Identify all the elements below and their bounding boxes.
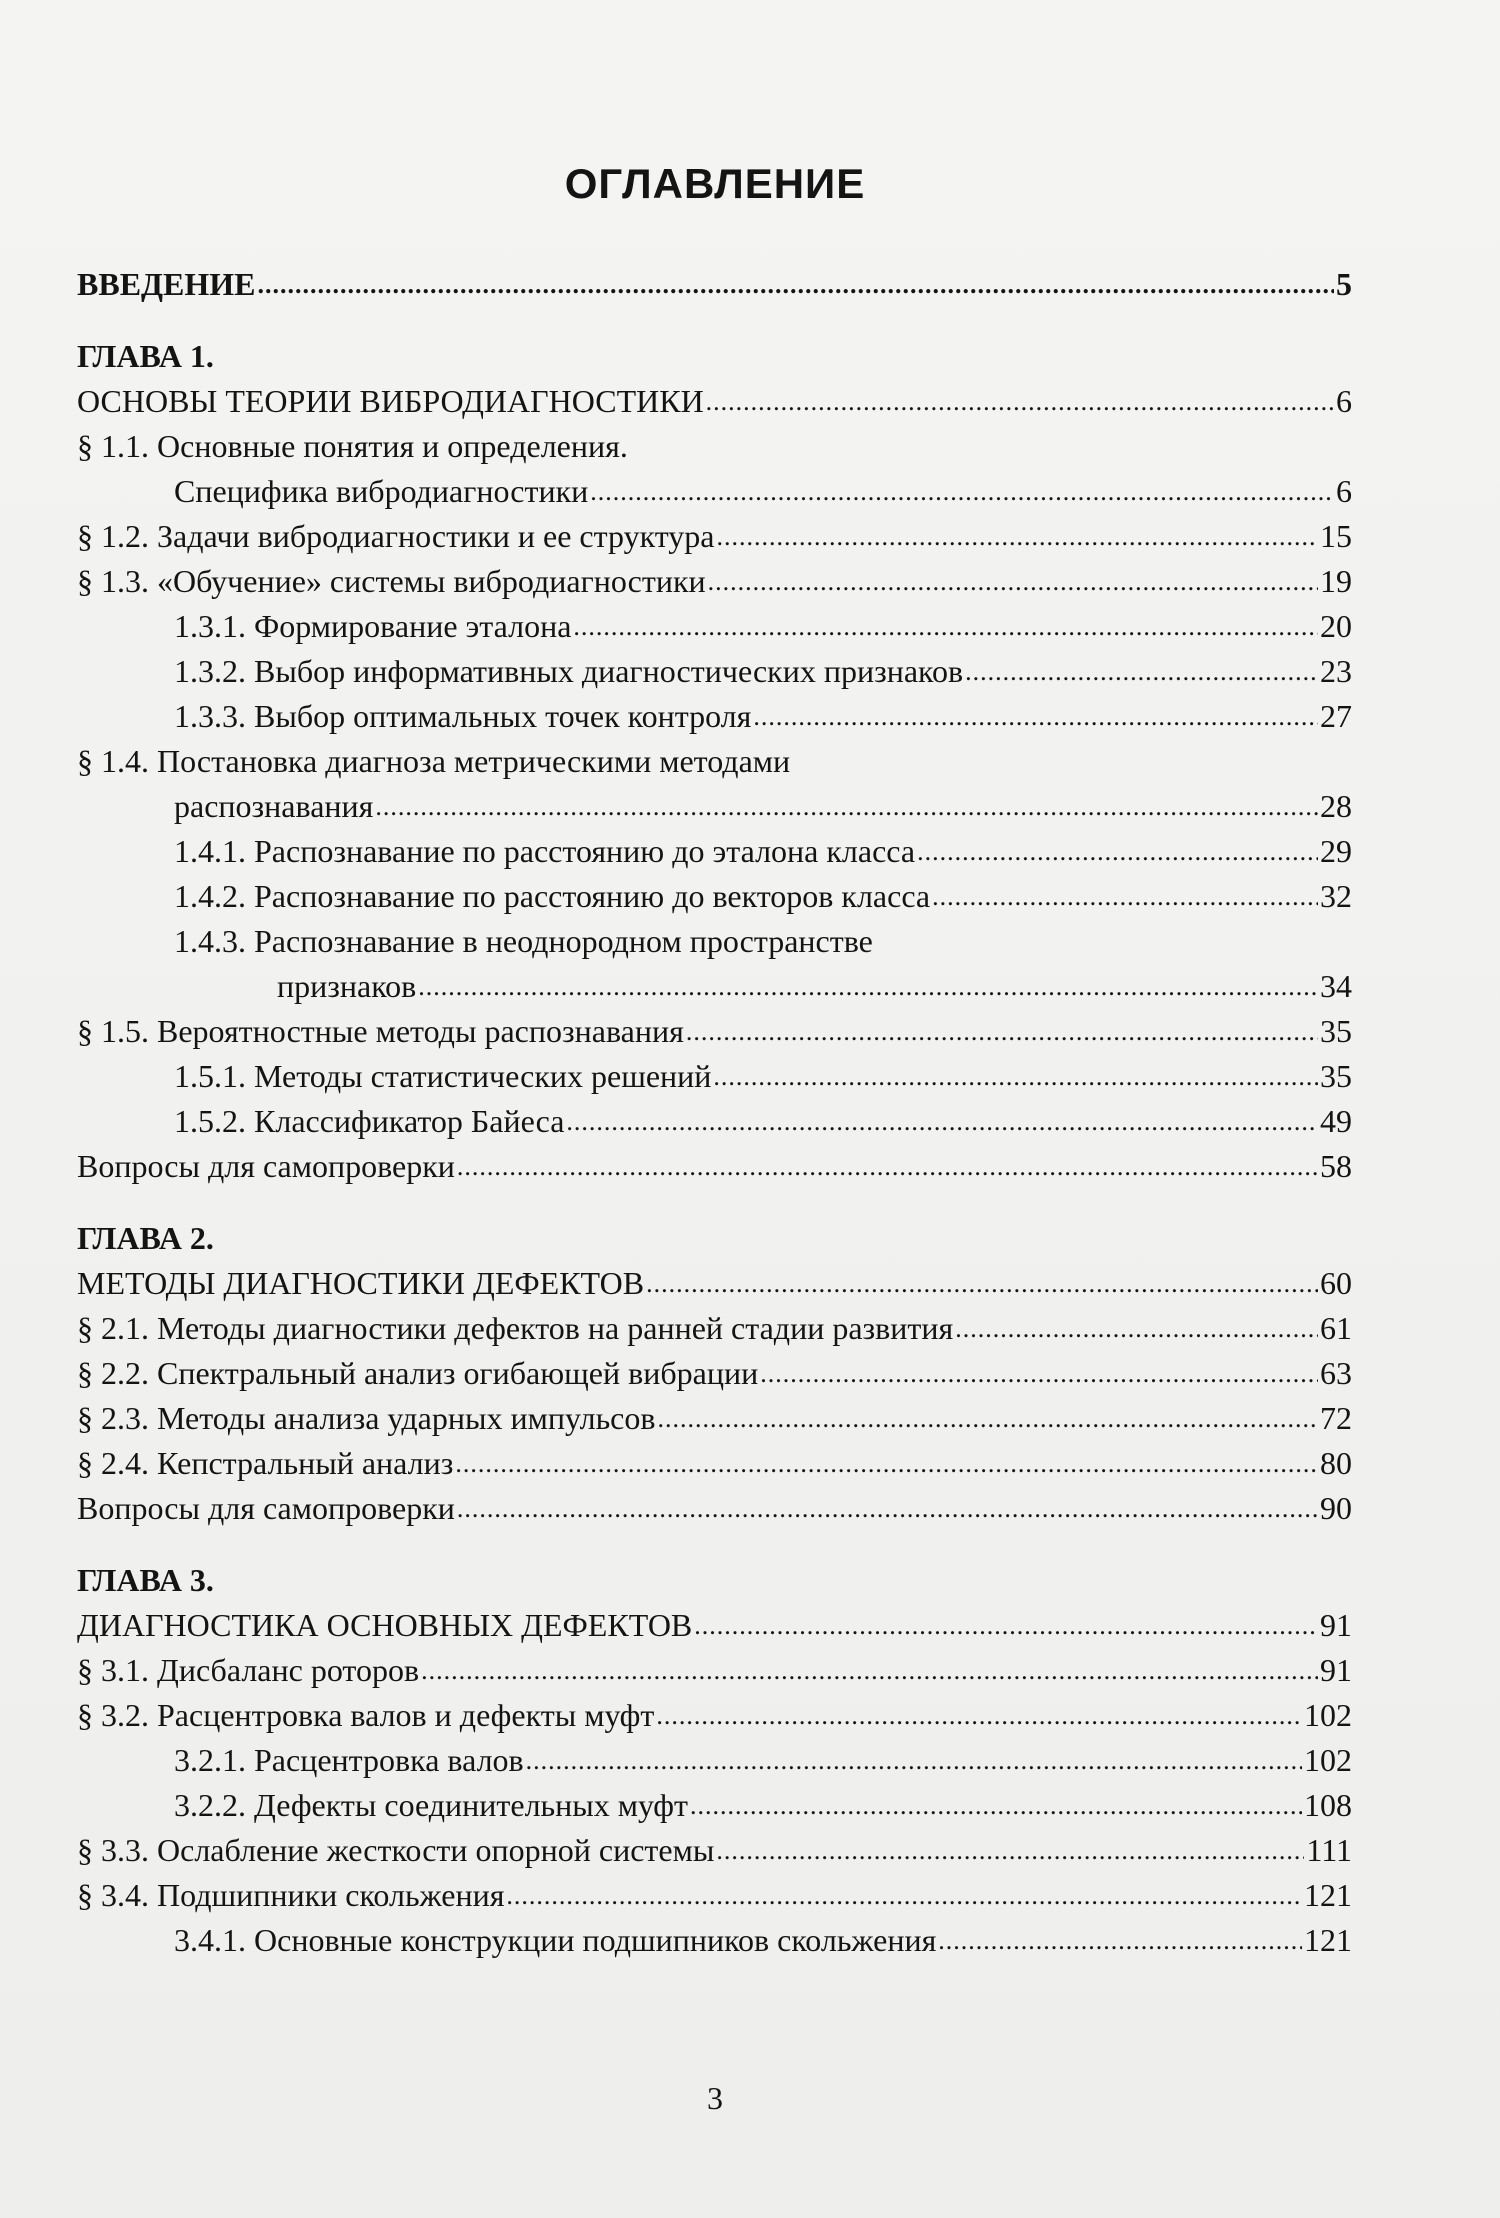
dot-leader xyxy=(760,1349,1318,1396)
toc-entry-3-3[interactable] xyxy=(77,1828,1352,1873)
dot-leader xyxy=(932,872,1318,919)
chapter-heading-3: ГЛАВА 3. xyxy=(77,1562,214,1598)
toc-entry-label: ВВЕДЕНИЕ xyxy=(77,266,256,302)
toc-entry-3-2-1[interactable] xyxy=(77,1738,1352,1783)
toc-entry-3-4-1[interactable] xyxy=(77,1918,1352,1963)
toc-entry-1-4-1[interactable] xyxy=(77,829,1352,874)
toc-page-number: 15 xyxy=(1320,518,1352,554)
toc-page-number: 121 xyxy=(1304,1877,1352,1913)
toc-entry-1-1[interactable] xyxy=(77,469,1352,514)
dot-leader xyxy=(656,1691,1302,1738)
toc-entry-label: 1.5.1. Методы статистических решений xyxy=(174,1058,712,1094)
toc-page-number: 102 xyxy=(1304,1697,1352,1733)
toc-page-number: 121 xyxy=(1304,1922,1352,1958)
toc-entry-label: § 1.2. Задачи вибродиагностики и ее структура xyxy=(77,518,715,554)
table-of-contents xyxy=(77,262,1352,1963)
toc-page-number: 19 xyxy=(1320,563,1352,599)
toc-entry-label: Вопросы для самопроверки xyxy=(77,1148,455,1184)
dot-leader xyxy=(716,1826,1304,1873)
toc-entry-1-3-2[interactable] xyxy=(77,649,1352,694)
toc-page-number: 23 xyxy=(1320,653,1352,689)
toc-entry-1-3-1[interactable] xyxy=(77,604,1352,649)
toc-entry-1-5-1[interactable] xyxy=(77,1054,1352,1099)
toc-entry-label: признаков xyxy=(277,968,417,1004)
dot-leader xyxy=(526,1736,1302,1783)
dot-leader xyxy=(457,1142,1318,1189)
toc-entry-2-2[interactable] xyxy=(77,1351,1352,1396)
toc-page-number: 60 xyxy=(1320,1265,1352,1301)
dot-leader xyxy=(716,512,1318,559)
toc-entry-3-2-2[interactable] xyxy=(77,1783,1352,1828)
toc-page-number: 58 xyxy=(1320,1148,1352,1184)
dot-leader xyxy=(457,1484,1318,1531)
toc-entry-label: § 2.2. Спектральный анализ огибающей вибрации xyxy=(77,1355,759,1391)
toc-entry-label: 3.2.2. Дефекты соединительных муфт xyxy=(174,1787,688,1823)
dot-leader xyxy=(706,377,1334,424)
toc-entry-1-4-3[interactable] xyxy=(77,964,1352,1009)
dot-leader xyxy=(686,1007,1318,1054)
page-title: ОГЛАВЛЕНИЕ xyxy=(564,160,866,207)
toc-entry-chapter-2-title[interactable] xyxy=(77,1261,1352,1306)
dot-leader xyxy=(965,647,1318,694)
toc-entry-label: § 3.1. Дисбаланс роторов xyxy=(77,1652,420,1688)
dot-leader xyxy=(506,1871,1302,1918)
toc-entry-1-2[interactable] xyxy=(77,514,1352,559)
toc-entry-label: 1.3.1. Формирование эталона xyxy=(174,608,572,644)
toc-entry-1-3[interactable] xyxy=(77,559,1352,604)
toc-page-number: 29 xyxy=(1320,833,1352,869)
toc-page-number: 6 xyxy=(1336,473,1352,509)
toc-entry-1-5-2[interactable] xyxy=(77,1099,1352,1144)
toc-entry-label: 1.4.2. Распознавание по расстоянию до векторов класса xyxy=(174,878,931,914)
toc-entry-2-questions[interactable] xyxy=(77,1486,1352,1531)
toc-entry-2-4[interactable] xyxy=(77,1441,1352,1486)
toc-page-number: 61 xyxy=(1320,1310,1352,1346)
dot-leader xyxy=(421,1646,1318,1693)
dot-leader xyxy=(938,1916,1302,1963)
toc-entry-chapter-3-title[interactable] xyxy=(77,1603,1352,1648)
toc-entry-1-4-line1[interactable]: § 1.4. Постановка диагноза метрическими методами xyxy=(77,743,791,779)
toc-page-number: 63 xyxy=(1320,1355,1352,1391)
toc-page-number: 108 xyxy=(1304,1787,1352,1823)
dot-leader xyxy=(694,1601,1318,1648)
toc-entry-label: 3.4.1. Основные конструкции подшипников скольжения xyxy=(174,1922,937,1958)
dot-leader xyxy=(418,962,1318,1009)
toc-entry-1-4[interactable] xyxy=(77,784,1352,829)
toc-entry-label: Специфика вибродиагностики xyxy=(174,473,589,509)
toc-entry-label: МЕТОДЫ ДИАГНОСТИКИ ДЕФЕКТОВ xyxy=(77,1265,645,1301)
toc-page-number: 91 xyxy=(1320,1652,1352,1688)
dot-leader xyxy=(455,1439,1318,1486)
toc-entry-1-questions[interactable] xyxy=(77,1144,1352,1189)
toc-entry-1-4-2[interactable] xyxy=(77,874,1352,919)
toc-entry-3-2[interactable] xyxy=(77,1693,1352,1738)
toc-entry-1-5[interactable] xyxy=(77,1009,1352,1054)
dot-leader xyxy=(590,467,1334,514)
toc-entry-label: распознавания xyxy=(174,788,374,824)
dot-leader xyxy=(713,1052,1318,1099)
toc-entry-introduction[interactable] xyxy=(77,262,1352,307)
page-number: 3 xyxy=(707,2080,723,2116)
toc-entry-label: § 1.5. Вероятностные методы распознавания xyxy=(77,1013,684,1049)
toc-entry-3-4[interactable] xyxy=(77,1873,1352,1918)
toc-entry-2-1[interactable] xyxy=(77,1306,1352,1351)
toc-entry-label: ОСНОВЫ ТЕОРИИ ВИБРОДИАГНОСТИКИ xyxy=(77,383,704,419)
toc-page-number: 32 xyxy=(1320,878,1352,914)
dot-leader xyxy=(566,1097,1318,1144)
toc-entry-label: 1.4.1. Распознавание по расстоянию до эталона класса xyxy=(174,833,916,869)
dot-leader xyxy=(657,1394,1318,1441)
toc-page-number: 27 xyxy=(1320,698,1352,734)
toc-entry-label: 1.3.3. Выбор оптимальных точек контроля xyxy=(174,698,752,734)
toc-entry-label: Вопросы для самопроверки xyxy=(77,1490,455,1526)
toc-entry-label: ДИАГНОСТИКА ОСНОВНЫХ ДЕФЕКТОВ xyxy=(77,1607,693,1643)
toc-page-number: 5 xyxy=(1336,266,1352,302)
chapter-heading-2: ГЛАВА 2. xyxy=(77,1220,214,1256)
toc-entry-label: § 2.1. Методы диагностики дефектов на ранней стадии развития xyxy=(77,1310,954,1346)
toc-entry-label: 3.2.1. Расцентровка валов xyxy=(174,1742,524,1778)
dot-leader xyxy=(573,602,1318,649)
toc-entry-label: 1.3.2. Выбор информативных диагностических признаков xyxy=(174,653,964,689)
toc-page-number: 34 xyxy=(1320,968,1352,1004)
toc-entry-label: § 1.3. «Обучение» системы вибродиагностики xyxy=(77,563,706,599)
dot-leader xyxy=(258,260,1334,307)
toc-entry-label: § 2.4. Кепстральный анализ xyxy=(77,1445,454,1481)
toc-page-number: 49 xyxy=(1320,1103,1352,1139)
chapter-heading-1: ГЛАВА 1. xyxy=(77,338,214,374)
dot-leader xyxy=(708,557,1318,604)
toc-entry-2-3[interactable] xyxy=(77,1396,1352,1441)
toc-entry-1-4-3-line1[interactable]: 1.4.3. Распознавание в неоднородном пространстве xyxy=(174,923,873,959)
toc-entry-label: § 2.3. Методы анализа ударных импульсов xyxy=(77,1400,656,1436)
dot-leader xyxy=(646,1259,1318,1306)
toc-page-number: 6 xyxy=(1336,383,1352,419)
toc-entry-1-3-3[interactable] xyxy=(77,694,1352,739)
toc-page-number: 90 xyxy=(1320,1490,1352,1526)
toc-page-number: 80 xyxy=(1320,1445,1352,1481)
toc-entry-label: 1.5.2. Классификатор Байеса xyxy=(174,1103,565,1139)
toc-page-number: 102 xyxy=(1304,1742,1352,1778)
toc-entry-3-1[interactable] xyxy=(77,1648,1352,1693)
toc-page-number: 72 xyxy=(1320,1400,1352,1436)
toc-page-number: 35 xyxy=(1320,1058,1352,1094)
dot-leader xyxy=(375,782,1318,829)
dot-leader xyxy=(753,692,1318,739)
toc-page-number: 20 xyxy=(1320,608,1352,644)
toc-page-number: 28 xyxy=(1320,788,1352,824)
dot-leader xyxy=(917,827,1318,874)
toc-entry-label: § 3.3. Ослабление жесткости опорной системы xyxy=(77,1832,715,1868)
toc-entry-1-1-line1[interactable]: § 1.1. Основные понятия и определения. xyxy=(77,428,628,464)
dot-leader xyxy=(955,1304,1318,1351)
toc-entry-chapter-1-title[interactable] xyxy=(77,379,1352,424)
dot-leader xyxy=(690,1781,1302,1828)
toc-page-number: 35 xyxy=(1320,1013,1352,1049)
toc-entry-label: § 3.4. Подшипники скольжения xyxy=(77,1877,505,1913)
toc-page-number: 111 xyxy=(1306,1832,1352,1868)
toc-entry-label: § 3.2. Расцентровка валов и дефекты муфт xyxy=(77,1697,655,1733)
toc-page-number: 91 xyxy=(1320,1607,1352,1643)
